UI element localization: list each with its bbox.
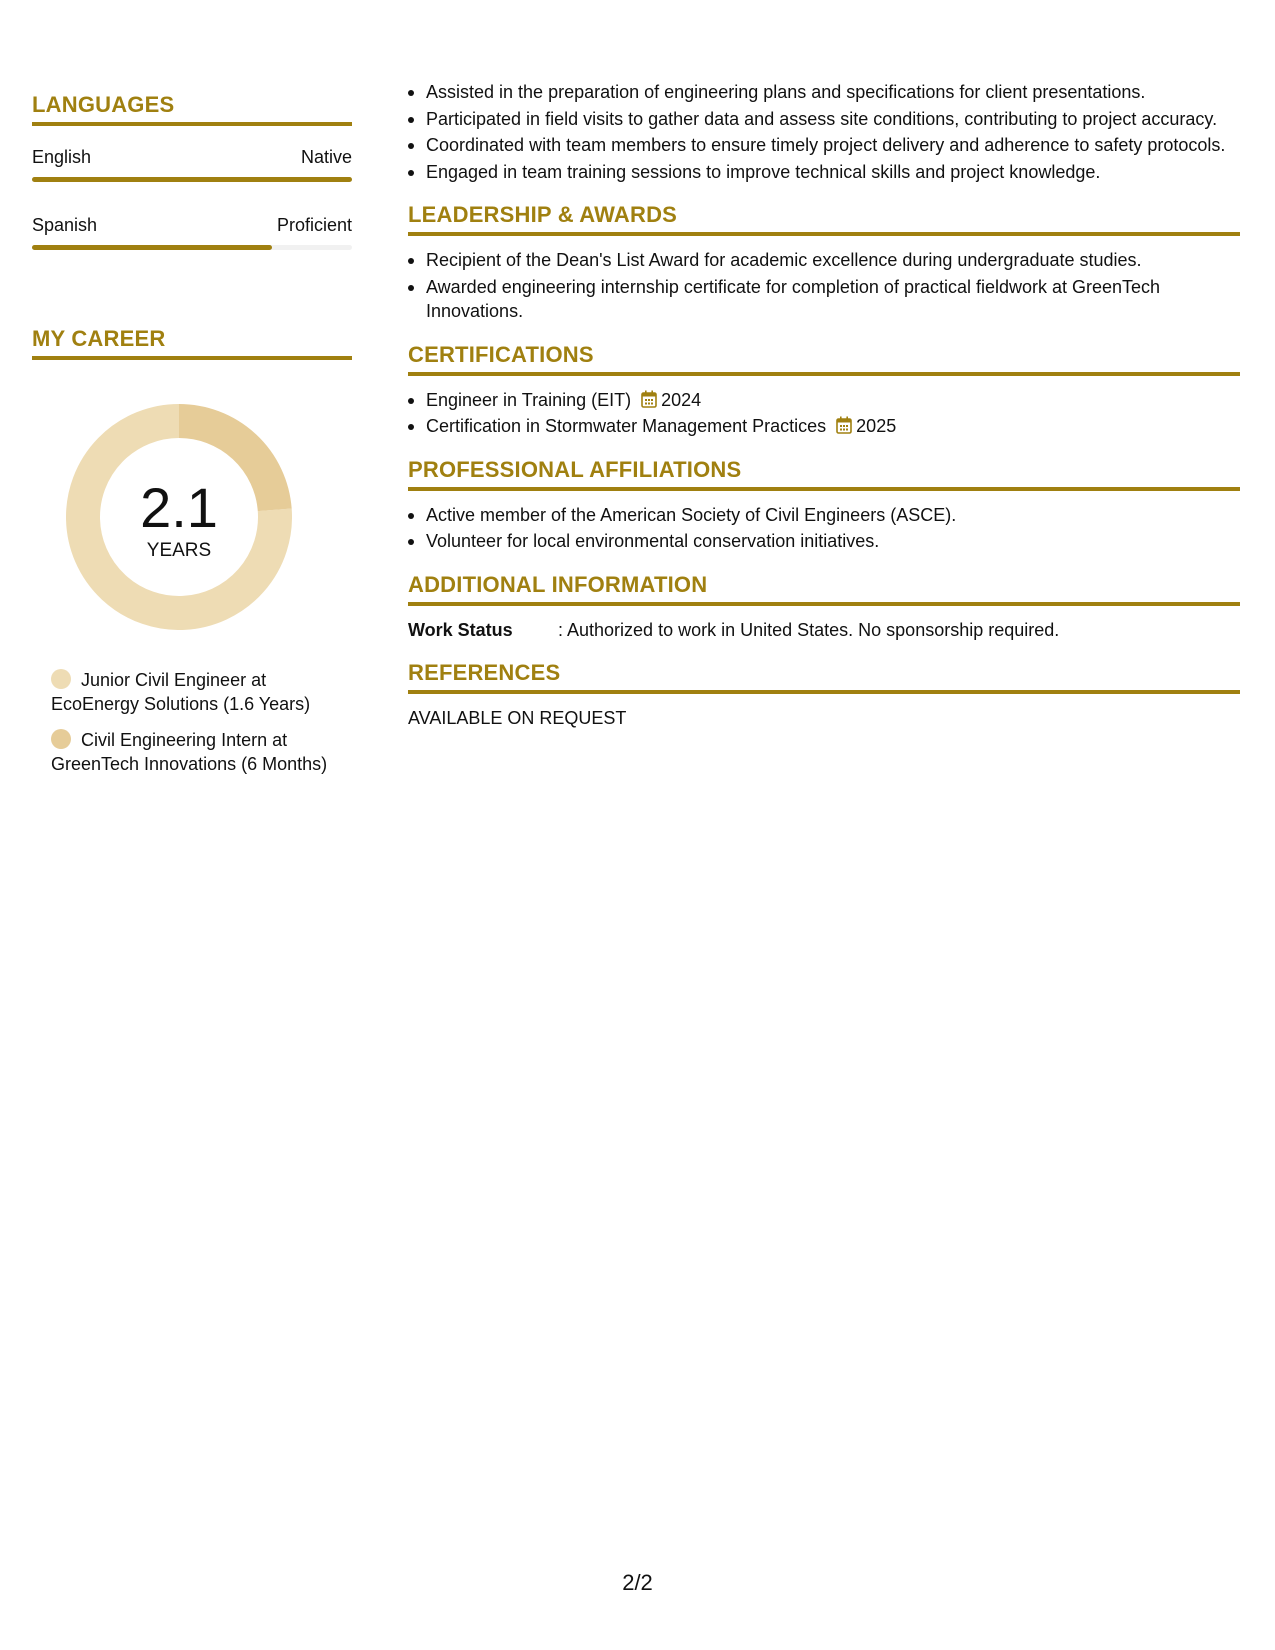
language-name: Spanish	[32, 215, 98, 235]
references-title: REFERENCES	[408, 660, 1240, 694]
additional-section	[408, 572, 1240, 642]
list-item: Volunteer for local environmental conservation initiatives.	[408, 529, 1240, 554]
language-bar-track	[32, 245, 352, 250]
career-title: MY CAREER	[32, 326, 352, 360]
language-bar-fill	[32, 245, 272, 250]
leadership-section	[408, 202, 1240, 324]
certification-name: Certification in Stormwater Management Practices	[426, 416, 827, 436]
career-donut-chart	[66, 404, 292, 630]
language-level: Native	[300, 147, 352, 167]
legend-item	[51, 728, 341, 776]
additional-title: ADDITIONAL INFORMATION	[408, 572, 1240, 606]
affiliations-section	[408, 457, 1240, 554]
list-item: Participated in field visits to gather data and assess site conditions, contributing to project accuracy.	[408, 107, 1240, 132]
language-bar-fill	[32, 177, 352, 182]
legend-dot	[51, 729, 71, 749]
list-item: Recipient of the Dean's List Award for academic excellence during undergraduate studies.	[408, 248, 1240, 273]
language-bar-track	[32, 177, 352, 182]
list-item: Assisted in the preparation of engineering plans and specifications for client presentations.	[408, 80, 1240, 105]
career-total-value: 2.1	[140, 476, 218, 539]
calendar-icon	[836, 416, 852, 434]
certification-year: 2024	[661, 389, 702, 410]
work-status-value: : Authorized to work in United States. No sponsorship required.	[558, 619, 1060, 640]
affiliations-title: PROFESSIONAL AFFILIATIONS	[408, 457, 1240, 491]
calendar-icon	[641, 390, 657, 408]
certification-name: Engineer in Training (EIT)	[426, 389, 632, 410]
list-item: Awarded engineering internship certificate for completion of practical fieldwork at GreenTech Innovations.	[408, 275, 1240, 324]
work-status-label: Work Status	[408, 619, 513, 640]
language-item	[32, 146, 352, 182]
career-total-unit: YEARS	[146, 540, 212, 561]
list-item: Active member of the American Society of Civil Engineers (ASCE).	[408, 503, 1240, 528]
language-item	[32, 214, 352, 250]
legend-item	[51, 668, 341, 716]
list-item: Engaged in team training sessions to improve technical skills and project knowledge.	[408, 160, 1240, 185]
references-section	[408, 660, 1240, 730]
certifications-title: CERTIFICATIONS	[408, 342, 1240, 376]
certification-year: 2025	[856, 416, 897, 436]
legend-label: Civil Engineering Intern at GreenTech Innovations (6 Months)	[51, 730, 328, 774]
language-level: Proficient	[276, 215, 352, 235]
work-status-row	[408, 618, 1240, 642]
left-column	[32, 92, 352, 788]
language-name: English	[32, 147, 92, 167]
legend-label: Junior Civil Engineer at EcoEnergy Solutions (1.6 Years)	[51, 670, 311, 714]
legend-dot	[51, 669, 71, 689]
list-item: Coordinated with team members to ensure timely project delivery and adherence to safety protocols.	[408, 133, 1240, 158]
list-item	[408, 388, 1240, 413]
career-legend	[51, 668, 341, 776]
leadership-title: LEADERSHIP & AWARDS	[408, 202, 1240, 236]
right-column	[408, 80, 1240, 730]
experience-bullets	[408, 80, 1240, 184]
languages-title: LANGUAGES	[32, 92, 352, 126]
list-item	[408, 414, 1240, 439]
page-number: 2/2	[622, 1570, 653, 1595]
certifications-section	[408, 342, 1240, 439]
references-text: AVAILABLE ON REQUEST	[408, 707, 627, 728]
